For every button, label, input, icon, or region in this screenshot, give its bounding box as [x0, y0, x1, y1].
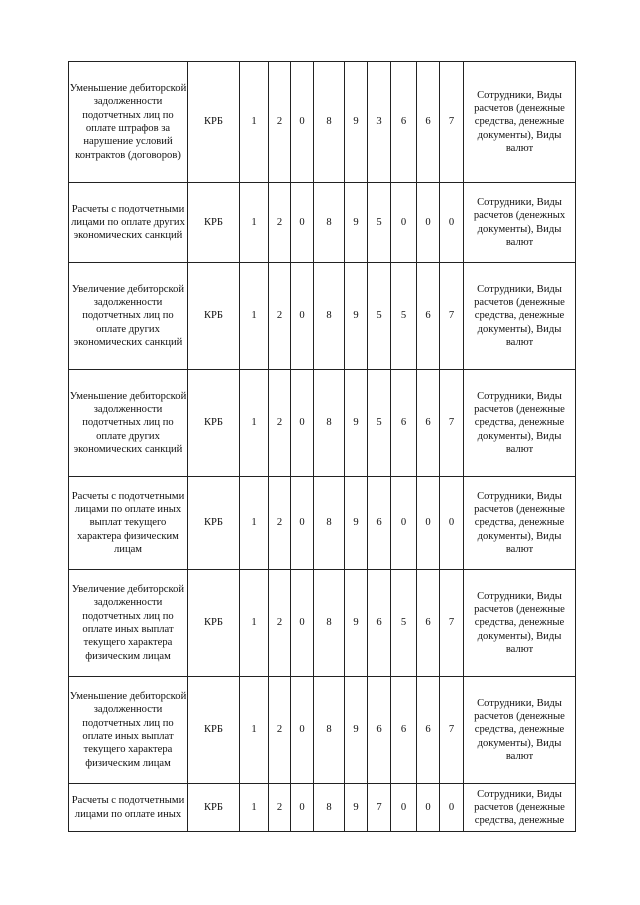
account-digit-cell: 0 [440, 784, 464, 832]
account-digit-cell: 6 [417, 570, 440, 677]
account-digit-cell: 6 [391, 62, 417, 183]
operation-name-cell: Расчеты с подотчетными лицами по оплате других экономических санкций [69, 183, 188, 263]
account-digit-cell: 9 [345, 677, 368, 784]
kfo-cell: КРБ [188, 477, 240, 570]
account-digit-cell: 0 [291, 183, 314, 263]
analytics-cell: Сотрудники, Виды расчетов (денежные средства, денежные документы), Виды валют [464, 570, 576, 677]
operation-name-cell: Увеличение дебиторской задолженности подотчетных лиц по оплате иных выплат текущего характера физическим лицам [69, 570, 188, 677]
table-row [69, 370, 576, 477]
operation-name-cell: Уменьшение дебиторской задолженности подотчетных лиц по оплате штрафов за нарушение условий контрактов (договоров) [69, 62, 188, 183]
account-digit-cell: 1 [240, 263, 269, 370]
table-row [69, 62, 576, 183]
account-digit-cell: 1 [240, 370, 269, 477]
operation-name-cell: Расчеты с подотчетными лицами по оплате иных [69, 784, 188, 832]
account-digit-cell: 9 [345, 784, 368, 832]
account-digit-cell: 0 [417, 477, 440, 570]
account-digit-cell: 7 [440, 62, 464, 183]
accounts-table-body [69, 62, 576, 832]
account-digit-cell: 6 [368, 477, 391, 570]
table-row [69, 263, 576, 370]
account-digit-cell: 7 [440, 570, 464, 677]
account-digit-cell: 0 [291, 677, 314, 784]
table-row [69, 677, 576, 784]
account-digit-cell: 0 [391, 183, 417, 263]
kfo-cell: КРБ [188, 370, 240, 477]
account-digit-cell: 2 [269, 62, 291, 183]
operation-name-cell: Увеличение дебиторской задолженности подотчетных лиц по оплате других экономических санкций [69, 263, 188, 370]
account-digit-cell: 8 [314, 570, 345, 677]
account-digit-cell: 5 [368, 183, 391, 263]
kfo-cell: КРБ [188, 183, 240, 263]
account-digit-cell: 7 [440, 370, 464, 477]
account-digit-cell: 9 [345, 370, 368, 477]
account-digit-cell: 8 [314, 477, 345, 570]
account-digit-cell: 5 [391, 570, 417, 677]
account-digit-cell: 6 [368, 677, 391, 784]
account-digit-cell: 6 [391, 370, 417, 477]
account-digit-cell: 8 [314, 677, 345, 784]
account-digit-cell: 1 [240, 477, 269, 570]
analytics-cell: Сотрудники, Виды расчетов (денежные средства, денежные документы), Виды валют [464, 370, 576, 477]
kfo-cell: КРБ [188, 263, 240, 370]
account-digit-cell: 0 [291, 784, 314, 832]
accounts-table [68, 61, 576, 832]
account-digit-cell: 0 [440, 183, 464, 263]
account-digit-cell: 0 [391, 784, 417, 832]
account-digit-cell: 0 [291, 570, 314, 677]
account-digit-cell: 0 [417, 784, 440, 832]
account-digit-cell: 8 [314, 784, 345, 832]
account-digit-cell: 2 [269, 370, 291, 477]
account-digit-cell: 6 [391, 677, 417, 784]
operation-name-cell: Расчеты с подотчетными лицами по оплате иных выплат текущего характера физическим лицам [69, 477, 188, 570]
account-digit-cell: 7 [368, 784, 391, 832]
account-digit-cell: 9 [345, 477, 368, 570]
account-digit-cell: 0 [440, 477, 464, 570]
account-digit-cell: 1 [240, 183, 269, 263]
account-digit-cell: 0 [291, 477, 314, 570]
table-row [69, 183, 576, 263]
account-digit-cell: 8 [314, 263, 345, 370]
operation-name-cell: Уменьшение дебиторской задолженности подотчетных лиц по оплате иных выплат текущего характера физическим лицам [69, 677, 188, 784]
account-digit-cell: 8 [314, 370, 345, 477]
account-digit-cell: 1 [240, 62, 269, 183]
account-digit-cell: 1 [240, 677, 269, 784]
account-digit-cell: 1 [240, 570, 269, 677]
table-row [69, 570, 576, 677]
analytics-cell: Сотрудники, Виды расчетов (денежные средства, денежные [464, 784, 576, 832]
account-digit-cell: 2 [269, 183, 291, 263]
analytics-cell: Сотрудники, Виды расчетов (денежных документы), Виды валют [464, 183, 576, 263]
analytics-cell: Сотрудники, Виды расчетов (денежные средства, денежные документы), Виды валют [464, 477, 576, 570]
account-digit-cell: 6 [417, 370, 440, 477]
analytics-cell: Сотрудники, Виды расчетов (денежные средства, денежные документы), Виды валют [464, 677, 576, 784]
operation-name-cell: Уменьшение дебиторской задолженности подотчетных лиц по оплате других экономических санкций [69, 370, 188, 477]
account-digit-cell: 0 [291, 370, 314, 477]
account-digit-cell: 0 [291, 263, 314, 370]
account-digit-cell: 9 [345, 570, 368, 677]
account-digit-cell: 5 [391, 263, 417, 370]
account-digit-cell: 5 [368, 370, 391, 477]
account-digit-cell: 6 [417, 263, 440, 370]
account-digit-cell: 5 [368, 263, 391, 370]
account-digit-cell: 9 [345, 263, 368, 370]
kfo-cell: КРБ [188, 570, 240, 677]
table-row [69, 477, 576, 570]
account-digit-cell: 6 [417, 62, 440, 183]
account-digit-cell: 2 [269, 784, 291, 832]
account-digit-cell: 0 [291, 62, 314, 183]
account-digit-cell: 1 [240, 784, 269, 832]
account-digit-cell: 7 [440, 263, 464, 370]
kfo-cell: КРБ [188, 677, 240, 784]
account-digit-cell: 8 [314, 62, 345, 183]
table-row [69, 784, 576, 832]
account-digit-cell: 3 [368, 62, 391, 183]
account-digit-cell: 9 [345, 62, 368, 183]
account-digit-cell: 2 [269, 263, 291, 370]
account-digit-cell: 6 [368, 570, 391, 677]
account-digit-cell: 0 [391, 477, 417, 570]
analytics-cell: Сотрудники, Виды расчетов (денежные средства, денежные документы), Виды валют [464, 62, 576, 183]
account-digit-cell: 7 [440, 677, 464, 784]
account-digit-cell: 9 [345, 183, 368, 263]
analytics-cell: Сотрудники, Виды расчетов (денежные средства, денежные документы), Виды валют [464, 263, 576, 370]
kfo-cell: КРБ [188, 784, 240, 832]
account-digit-cell: 2 [269, 677, 291, 784]
account-digit-cell: 0 [417, 183, 440, 263]
account-digit-cell: 2 [269, 570, 291, 677]
account-digit-cell: 2 [269, 477, 291, 570]
account-digit-cell: 8 [314, 183, 345, 263]
account-digit-cell: 6 [417, 677, 440, 784]
kfo-cell: КРБ [188, 62, 240, 183]
